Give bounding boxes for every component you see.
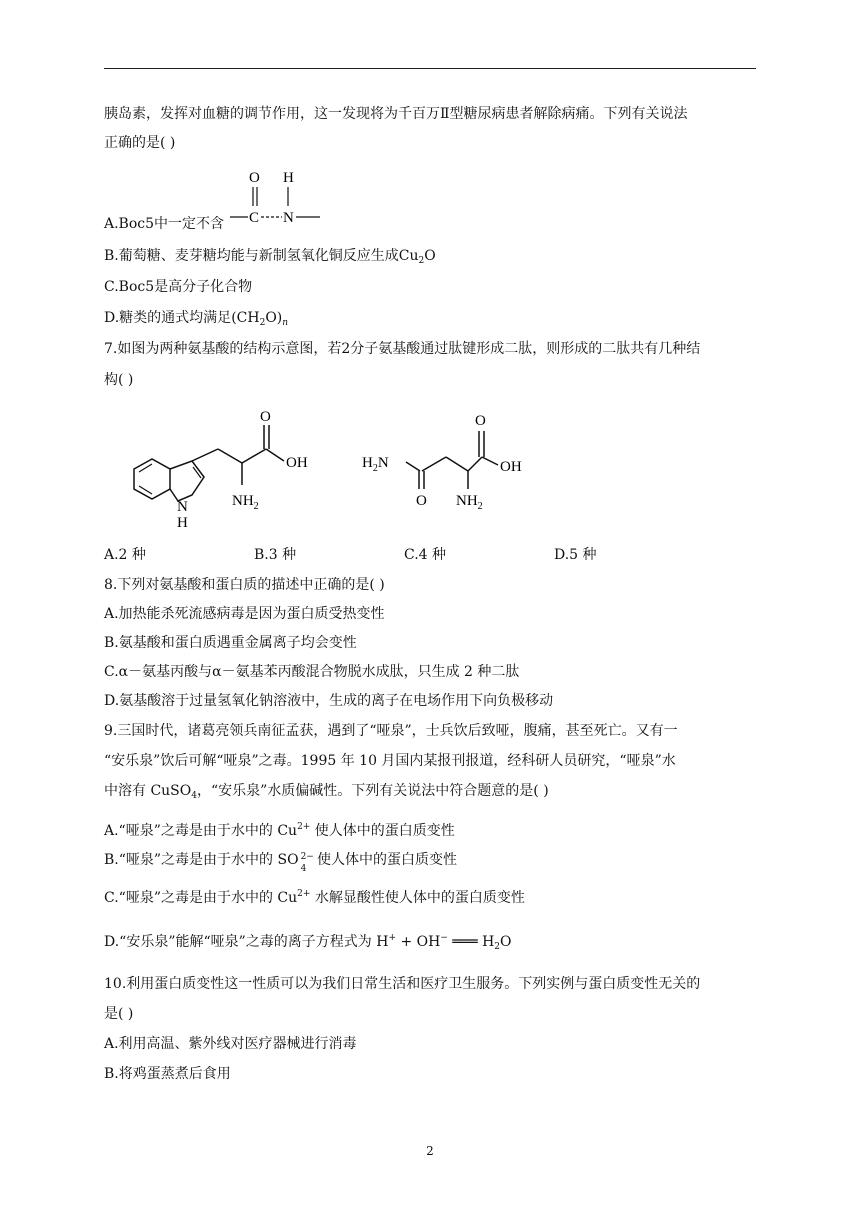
q9-a-pre: A.“哑泉”之毒是由于水中的 Cu bbox=[104, 823, 298, 839]
amide-o-bottom-label: O bbox=[416, 493, 427, 509]
q6-stem-line1: 胰岛素，发挥对血糖的调节作用，这一发现将为千百万Ⅱ型糖尿病患者解除病痛。下列有关说法 bbox=[104, 106, 688, 122]
q6-option-c: C.Boc5是高分子化合物 bbox=[104, 279, 253, 295]
q9-option-b bbox=[104, 850, 458, 874]
q9-stem-line2: “安乐泉”饮后可解“哑泉”之毒。1995 年 10 月国内某报刊报道，经科研人员研究，“哑泉”水 bbox=[104, 753, 676, 769]
q10-option-b: B.将鸡蛋蒸煮后食用 bbox=[104, 1066, 231, 1082]
amide-n-text: N bbox=[377, 455, 389, 471]
q9-d-eq: ═══ bbox=[447, 934, 483, 950]
q7-options bbox=[104, 545, 704, 565]
q8-stem: 8.下列对氨基酸和蛋白质的描述中正确的是( ) bbox=[104, 577, 385, 593]
q6-option-d-sub: 2 bbox=[259, 318, 266, 328]
amide-h-label: H bbox=[283, 170, 294, 186]
ch2-bond-2 bbox=[218, 449, 242, 463]
acid-oh-bond bbox=[482, 457, 498, 465]
alpha-nh2-label bbox=[456, 493, 483, 512]
q9-d-pre: D.“安乐泉”能解“哑泉”之毒的离子方程式为 H bbox=[104, 934, 389, 950]
q6-stem-line2: 正确的是( ) bbox=[104, 135, 176, 151]
q6-option-d-text: D.糖类的通式均满足 bbox=[104, 310, 232, 326]
q8-option-a: A.加热能杀死流感病毒是因为蛋白质受热变性 bbox=[104, 606, 385, 622]
q7-stem-line2: 构( ) bbox=[104, 372, 134, 388]
q6-option-d-end: O) bbox=[265, 310, 283, 326]
q9-a-post: 使人体中的蛋白质变性 bbox=[310, 823, 455, 839]
amino-acid-structure-1 bbox=[118, 405, 338, 530]
q9-c-pre: C.“哑泉”之毒是由于水中的 Cu bbox=[104, 890, 298, 906]
amine-sub-text: 2 bbox=[253, 501, 259, 512]
amide-group-structure bbox=[228, 162, 328, 228]
q9-option-c bbox=[104, 884, 525, 908]
hydroxyl-label: OH bbox=[286, 455, 308, 471]
q9-d-sup2: − bbox=[440, 933, 448, 943]
q6-option-d-n: n bbox=[282, 318, 289, 328]
amino-acid-structure-2 bbox=[358, 405, 558, 520]
amine-label bbox=[232, 493, 259, 512]
q9-stem-line3 bbox=[104, 781, 549, 806]
q9-line3-sub: 4 bbox=[191, 791, 197, 801]
amide-c-label: C bbox=[249, 210, 260, 226]
q6-option-b-cu: Cu bbox=[398, 248, 419, 264]
q9-b-post: 使人体中的蛋白质变性 bbox=[312, 852, 458, 868]
q10-stem-line2: 是( ) bbox=[104, 1006, 134, 1022]
q8-option-d: D.氨基酸溶于过量氢氧化钠溶液中，生成的离子在电场作用下向负极移动 bbox=[104, 693, 554, 709]
q9-stem-line1: 9.三国时代，诸葛亮领兵南征孟获，遇到了“哑泉”，士兵饮后致哑，腹痛，甚至死亡。又有一 bbox=[104, 723, 678, 739]
q9-b-sub: 4 bbox=[300, 864, 307, 874]
q7-stem-line1: 7.如图为两种氨基酸的结构示意图，若2分子氨基酸通过肽键形成二肽，则形成的二肽共有几种结 bbox=[104, 341, 701, 357]
alpha-nh-text: NH bbox=[456, 493, 478, 509]
q9-option-a bbox=[104, 817, 455, 841]
q9-c-sup: 2+ bbox=[297, 889, 311, 899]
q6-option-b-text: B.葡萄糖、麦芽糖均能与新制氢氧化铜反应生成 bbox=[104, 248, 399, 264]
q9-b-sup: 2− bbox=[300, 852, 314, 862]
n-c-bond bbox=[406, 462, 420, 471]
amide-o-label: O bbox=[249, 170, 260, 186]
q6-option-b-sub: 2 bbox=[418, 256, 425, 266]
hydroxyl-bond bbox=[266, 449, 284, 461]
alpha-nh-sub: 2 bbox=[477, 501, 483, 512]
page-number: 2 bbox=[426, 1144, 434, 1158]
pyrrole-ring bbox=[170, 461, 204, 501]
q9-d-sup1: + bbox=[388, 933, 397, 943]
q8-option-b: B.氨基酸和蛋白质遇重金属离子均会变性 bbox=[104, 635, 357, 651]
q9-b-subsup bbox=[299, 852, 314, 874]
q9-d-sub: 2 bbox=[494, 942, 501, 952]
q7-option-c: C.4 种 bbox=[404, 547, 447, 563]
carbonyl-o-label: O bbox=[260, 409, 271, 425]
amine-nh-text: NH bbox=[232, 493, 254, 509]
q9-option-d bbox=[104, 928, 512, 957]
q6-option-a: A.Boc5中一定不含 bbox=[104, 216, 225, 232]
q9-line3-pre: 中溶有 CuSO bbox=[104, 783, 192, 799]
header-rule bbox=[104, 68, 756, 69]
amide-nh2-label bbox=[362, 455, 389, 474]
amide-h-sub: 2 bbox=[372, 463, 378, 474]
ch2-calpha-bond bbox=[446, 457, 468, 471]
benzene-ring bbox=[134, 459, 170, 499]
indole-h-label: H bbox=[177, 515, 188, 530]
q9-c-post: 水解显酸性使人体中的蛋白质变性 bbox=[310, 890, 525, 906]
q7-option-a: A.2 种 bbox=[104, 547, 146, 563]
q9-b-pre: B.“哑泉”之毒是由于水中的 SO bbox=[104, 852, 299, 868]
q9-d-o: O bbox=[500, 934, 512, 950]
q9-line3-post: ，“安乐泉”水质偏碱性。下列有关说法中符合题意的是( ) bbox=[196, 783, 549, 799]
acid-oh-label: OH bbox=[500, 459, 522, 475]
q9-d-h: H bbox=[482, 934, 495, 950]
q10-stem-line1: 10.利用蛋白质变性这一性质可以为我们日常生活和医疗卫生服务。下列实例与蛋白质变性无关的 bbox=[104, 976, 701, 992]
alpha-c-bond bbox=[242, 449, 266, 463]
indole-n-label: N bbox=[177, 499, 188, 515]
q10-option-a: A.利用高温、紫外线对医疗器械进行消毒 bbox=[104, 1036, 357, 1052]
amide-h-text: H bbox=[362, 455, 373, 471]
ch2-bond-1 bbox=[192, 449, 218, 461]
q9-a-sup: 2+ bbox=[297, 822, 311, 832]
q6-option-d bbox=[104, 308, 288, 333]
q6-option-b bbox=[104, 246, 436, 271]
acid-o-top-label: O bbox=[475, 413, 486, 429]
q9-d-mid: + OH bbox=[396, 934, 441, 950]
q6-option-b-o: O bbox=[424, 248, 436, 264]
q8-option-c: C.α－氨基丙酸与α－氨基苯丙酸混合物脱水成肽，只生成 2 种二肽 bbox=[104, 664, 520, 680]
q7-option-b: B.3 种 bbox=[254, 547, 297, 563]
amide-n-label: N bbox=[283, 210, 294, 226]
q7-option-d: D.5 种 bbox=[554, 547, 597, 563]
c-ch2-bond bbox=[422, 457, 446, 471]
calpha-cooh-bond bbox=[468, 457, 482, 471]
q6-option-d-formula: (CH bbox=[231, 310, 260, 326]
